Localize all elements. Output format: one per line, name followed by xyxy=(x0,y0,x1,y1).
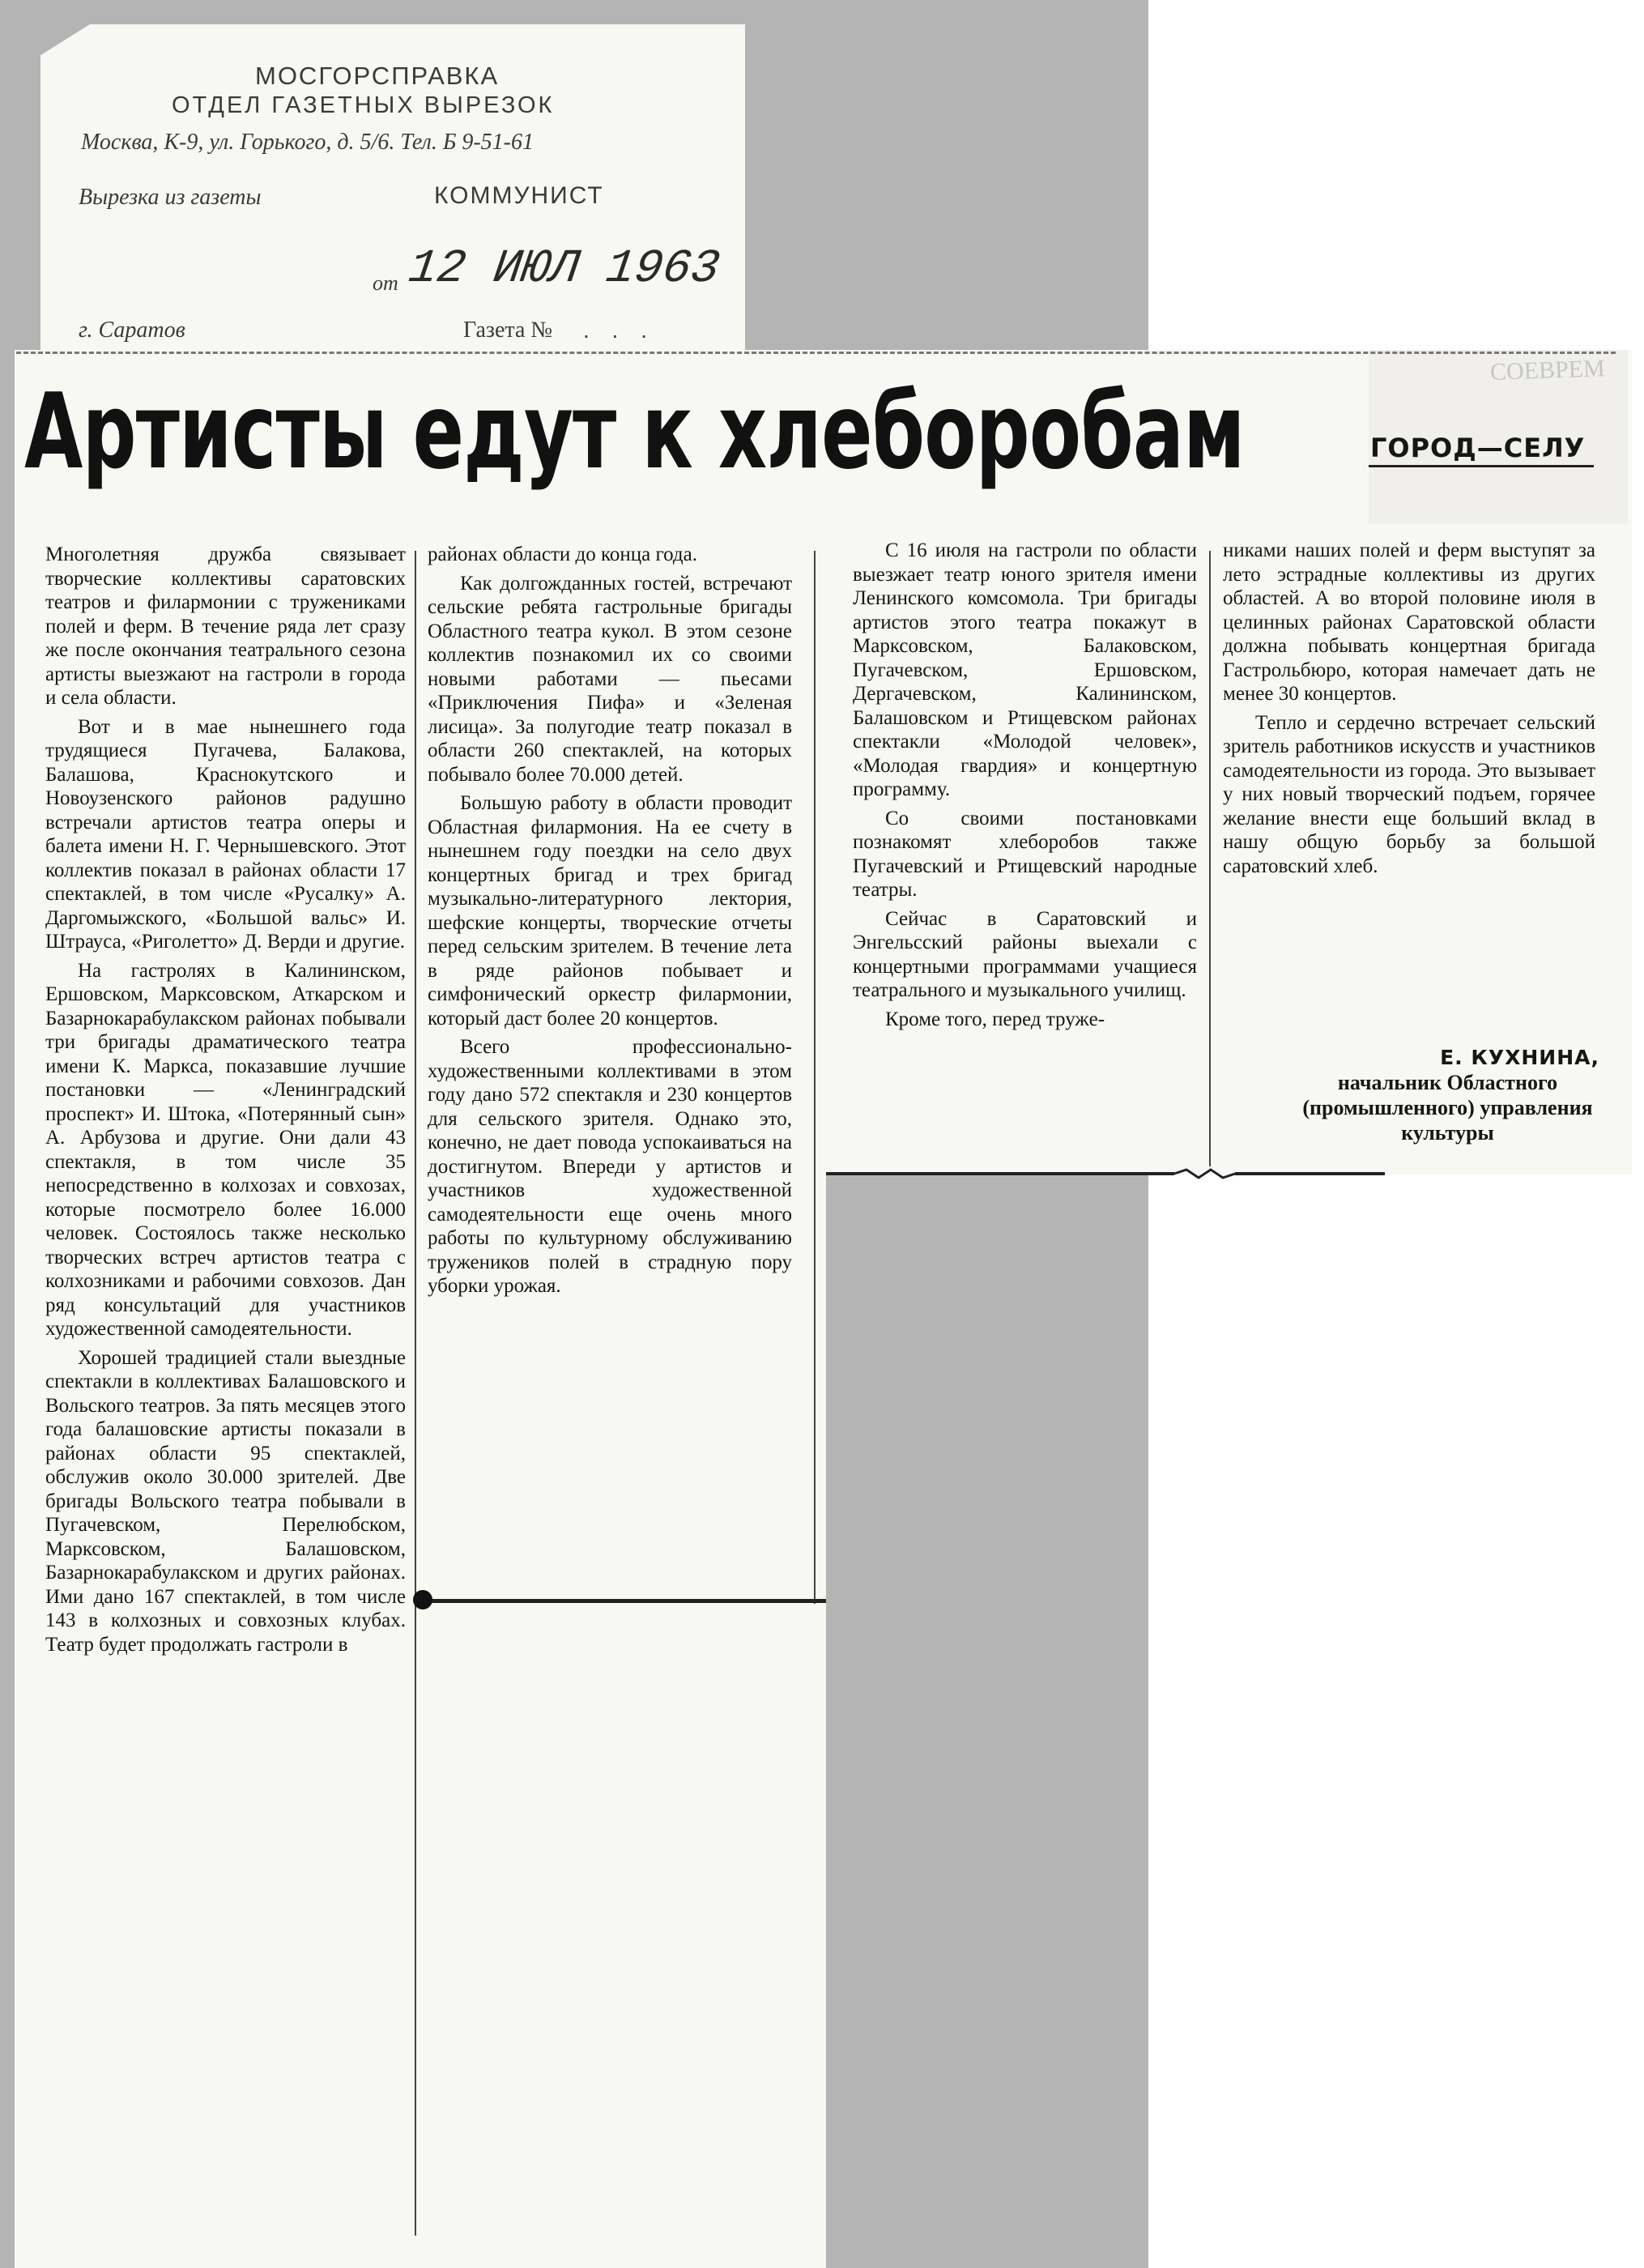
rubric-underline xyxy=(1369,465,1594,467)
column-divider xyxy=(1209,551,1211,1166)
paragraph: Тепло и сердечно встречает сельский зритель работников искусств и участников самодеятельности из города. Это вызывает у них новый творческий подъем, горячее желание внести еще больший вклад в нашу общую борьбу за большой саратовский хлеб. xyxy=(1223,711,1595,877)
article-signature xyxy=(1280,1045,1599,1145)
stamp-issue-label: Газета № xyxy=(463,318,553,343)
paragraph: Всего профессионально-художественными коллективами в этом году дано 572 спектакля и 230 концертов для сельского зрителя. Однако это, конечно, не дает повода успокаиваться на достигнутом. Впереди у артистов и участников художественной самодеятельности еще очень много работы по культурному обслуживанию тружеников полей в страдную пору уборки урожая. xyxy=(428,1036,792,1297)
paragraph: Большую работу в области проводит Областная филармония. На ее счету в нынешнем году поездки на село двух концертных бригад и трех бригад музыкально-литературного лектория, шефские концерты, творческие отчеты перед сельским зрителем. В течение лета в ряде районов побывает и симфонический оркестр филармонии, который даст более 20 концертов. xyxy=(428,792,792,1030)
article-column-1 xyxy=(45,543,406,1661)
stamp-department: ОТДЕЛ ГАЗЕТНЫХ ВЫРЕЗОК xyxy=(172,92,555,118)
signature-name: Е. КУХНИНА, xyxy=(1440,1046,1599,1069)
stamp-date: 12 ИЮЛ 1963 xyxy=(405,243,723,296)
stamp-from-label: от xyxy=(373,271,398,295)
wavy-end-rule xyxy=(826,1168,1385,1179)
paragraph: Сейчас в Саратовский и Энгельсский районы выехали с концертными программами учащиеся театрального и музыкального училищ. xyxy=(853,907,1197,1001)
paragraph: никами наших полей и ферм выступят за лето эстрадные коллективы из других областей. А во второй половине июля в целинных районах Саратовской области должна побывать концертная бригада Гастрольбюро, которая намечает дать не менее 30 концертов. xyxy=(1223,539,1595,705)
paragraph: На гастролях в Калининском, Ершовском, Марксовском, Аткарском и Базарнокарабулакском районах побывали три бригады драматического театра имени К. Маркса, показавшие лучшие постановки — «Ленинградский проспект» И. Штока, «Потерянный сын» А. Арбузова и другие. Они дали 43 спектакля, в том числе 35 непосредственно в колхозах и совхозах, которые посмотрело более 16.000 человек. Состоялось также несколько творческих встреч артистов театра с колхозниками и рабочими совхозов. Дан ряд консультаций для участников художественной самодеятельности. xyxy=(45,959,406,1340)
paragraph: Кроме того, перед тружe- xyxy=(885,1008,1105,1030)
article-end-rule xyxy=(421,1599,826,1603)
paragraph: С 16 июля на гастроли по области выезжает театр юного зрителя имени Ленинского комсомола. Три бригады артистов этого театра покажут в Марксовском, Балаковском, Пугачевском, Ершовском, Дергачевском, Калининском, Балашовском и Ртищевском районах спектакли «Молодой человек», «Молодая гвардия» и концертную программу. xyxy=(853,539,1197,800)
article-column-4 xyxy=(1223,539,1595,883)
paragraph: Со своими постановками познакомят хлеборобов также Пугачевский и Ртищевский народные театры. xyxy=(853,807,1197,901)
stamp-newspaper: КОММУНИСТ xyxy=(434,182,604,209)
stamp-cut-label: Вырезка из газеты xyxy=(79,185,262,210)
paragraph: Хорошей традицией стали выездные спектакли в коллективах Балашовского и Вольского театров. За пять месяцев этого года балашовские артисты показали в районах области 95 спектаклей, обслужив около 30.000 зрителей. Две бригады Вольского театра побывали в Пугачевском, Перелюбском, Марксовском, Балашовском, Базарнокарабулакском и других районах. Ими дано 167 спектаклей, в том числе 143 в колхозных и совхозных клубах. Театр будет продолжать гастроли в xyxy=(45,1346,406,1656)
stamp-city: г. Саратов xyxy=(79,318,185,343)
stamp-issue-value: . . . xyxy=(583,318,655,343)
paragraph: Вот и в мае нынешнего года трудящиеся Пугачева, Балакова, Балашова, Краснокутского и Новоузенского районов радушно встречали артистов театра оперы и балета имени Н. Г. Чернышевского. Этот коллектив показал в районах области 17 спектаклей, в том числе «Русалку» А. Даргомыжского, «Большой вальс» И. Штрауса, «Риголетто» Д. Верди и другие. xyxy=(45,715,406,953)
end-bullet xyxy=(413,1590,432,1609)
article-headline: Артисты едут к хлеборобам xyxy=(24,372,1245,492)
article-column-2 xyxy=(428,543,792,1303)
stamp-address: Москва, К-9, ул. Горького, д. 5/6. Тел. Б 9-51-61 xyxy=(81,130,535,155)
paragraph: районах области до конца года. xyxy=(428,544,697,565)
top-dashed-rule xyxy=(16,352,1616,354)
paragraph: Многолетняя дружба связывает творческие коллективы саратовских театров и филармонии с тружениками полей и ферм. В течение ряда лет сразу же после окончания театрального сезона артисты выезжают на гастроли в города и села области. xyxy=(45,544,406,709)
signature-title: начальник Областного (промышленного) управления культуры xyxy=(1302,1071,1593,1145)
stamp-agency: МОСГОРСПРАВКА xyxy=(255,62,500,90)
article-column-3 xyxy=(853,539,1197,1036)
article-rubric: ГОРОД—СЕЛУ xyxy=(1370,433,1586,463)
column-divider xyxy=(415,551,416,2236)
column-divider xyxy=(814,551,816,1604)
bleed-through-text: СОЕВРЕМ xyxy=(1489,355,1606,386)
paragraph: Как долгожданных гостей, встречают сельские ребята гастрольные бригады Областного театра кукол. В этом сезоне коллектив познакомил их со своими новыми работами — пьесами «Приключения Пифа» и «Зеленая лисица». За полугодие театр показал в области 260 спектаклей, на которых побывало более 70.000 детей. xyxy=(428,572,792,786)
